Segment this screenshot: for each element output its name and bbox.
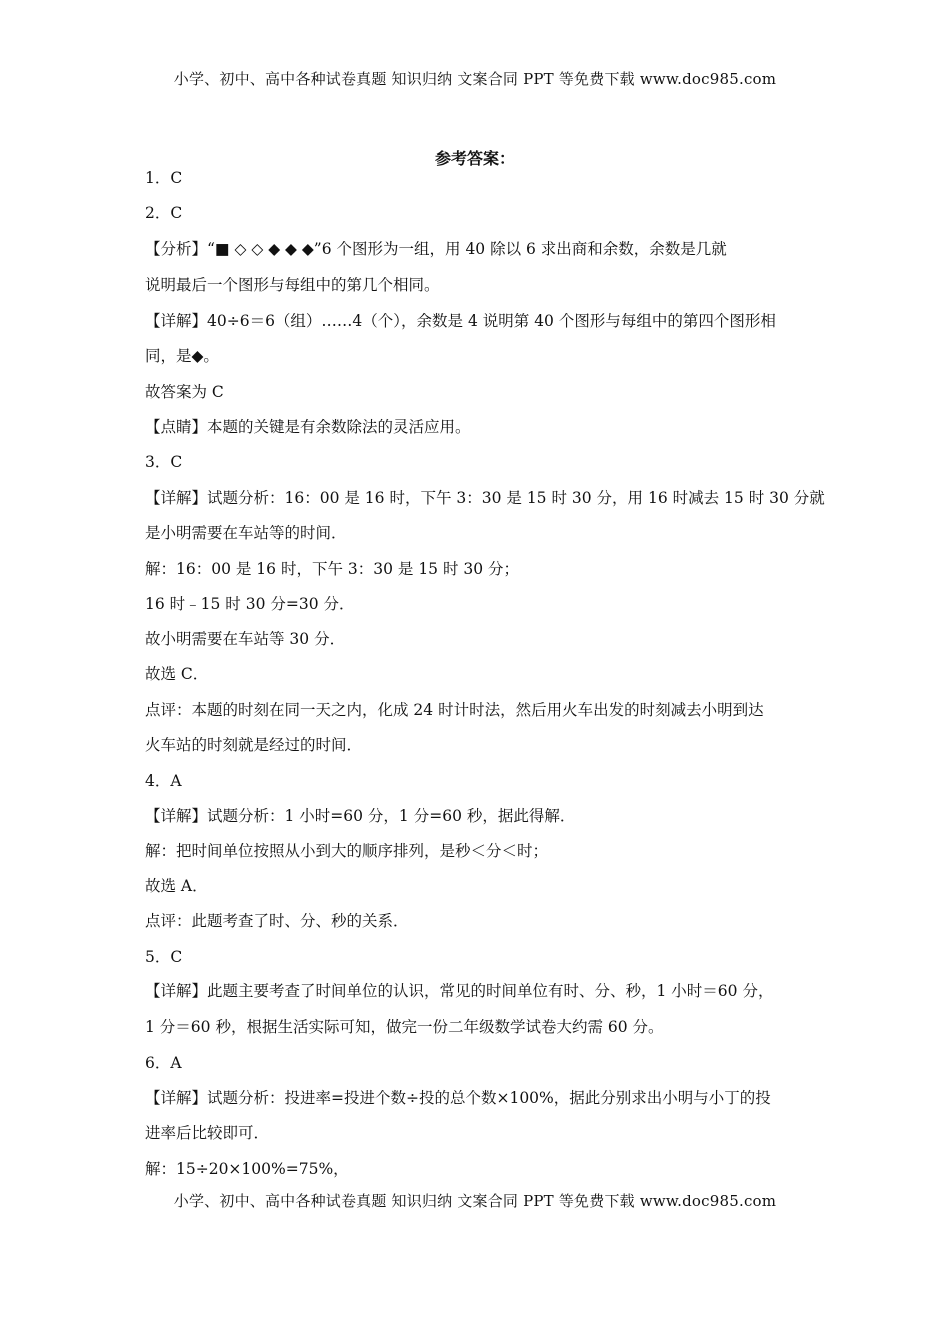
answer-line: 【点睛】本题的关键是有余数除法的灵活应用。 — [145, 418, 471, 436]
answer-line: 同，是◆。 — [145, 347, 219, 365]
answer-line: 故选 C． — [145, 665, 209, 683]
answer-line: 解：15÷20×100%=75%， — [145, 1160, 349, 1178]
answer-line: 6．A — [145, 1054, 182, 1072]
answer-line: 3．C — [145, 453, 183, 471]
answer-line: 1 分＝60 秒，根据生活实际可知，做完一份二年级数学试卷大约需 60 分。 — [145, 1018, 664, 1036]
answer-line: 故答案为 C — [145, 383, 224, 401]
page-footer: 小学、初中、高中各种试卷真题 知识归纳 文案合同 PPT 等免费下载 www.doc985.com — [173, 1192, 777, 1210]
answer-line: 故小明需要在车站等 30 分． — [145, 630, 346, 648]
answer-line: 解：把时间单位按照从小到大的顺序排列，是秒＜分＜时； — [145, 842, 549, 860]
answer-line: 【详解】此题主要考查了时间单位的认识，常见的时间单位有时、分、秒，1 小时＝60 分， — [145, 982, 774, 1000]
page-title: 参考答案： — [434, 149, 515, 168]
answer-line: 【详解】试题分析：投进率=投进个数÷投的总个数×100%，据此分别求出小明与小丁的投 — [145, 1089, 771, 1107]
answer-line: 火车站的时刻就是经过的时间． — [145, 736, 363, 754]
answer-line: 是小明需要在车站等的时间． — [145, 524, 347, 542]
answer-line: 1．C — [145, 169, 183, 187]
answer-line: 16 时﹣15 时 30 分=30 分． — [145, 595, 355, 613]
answer-line: 【分析】“■ ◇ ◇ ◆ ◆ ◆”6 个图形为一组，用 40 除以 6 求出商和余数，余数是几就 — [145, 240, 727, 258]
answer-line: 故选 A． — [145, 877, 208, 895]
answer-line: 点评：此题考查了时、分、秒的关系． — [145, 912, 409, 930]
answer-line: 2．C — [145, 204, 183, 222]
answer-line: 【详解】40÷6＝6（组）……4（个），余数是 4 说明第 40 个图形与每组中的第四个图形相 — [145, 312, 776, 330]
page-header: 小学、初中、高中各种试卷真题 知识归纳 文案合同 PPT 等免费下载 www.doc985.com — [173, 70, 777, 88]
answer-line: 5．C — [145, 948, 183, 966]
answer-line: 点评：本题的时刻在同一天之内，化成 24 时计时法，然后用火车出发的时刻减去小明到达 — [145, 701, 764, 719]
answer-line: 进率后比较即可． — [145, 1124, 270, 1142]
answer-line: 【详解】试题分析：16：00 是 16 时，下午 3：30 是 15 时 30 分，用 16 时减去 15 时 30 分就 — [145, 489, 825, 507]
answer-line: 说明最后一个图形与每组中的第几个相同。 — [145, 276, 440, 294]
answer-line: 【详解】试题分析：1 小时=60 分，1 分=60 秒，据此得解． — [145, 807, 576, 825]
answer-line: 解：16：00 是 16 时，下午 3：30 是 15 时 30 分； — [145, 560, 520, 578]
answer-line: 4．A — [145, 772, 182, 790]
